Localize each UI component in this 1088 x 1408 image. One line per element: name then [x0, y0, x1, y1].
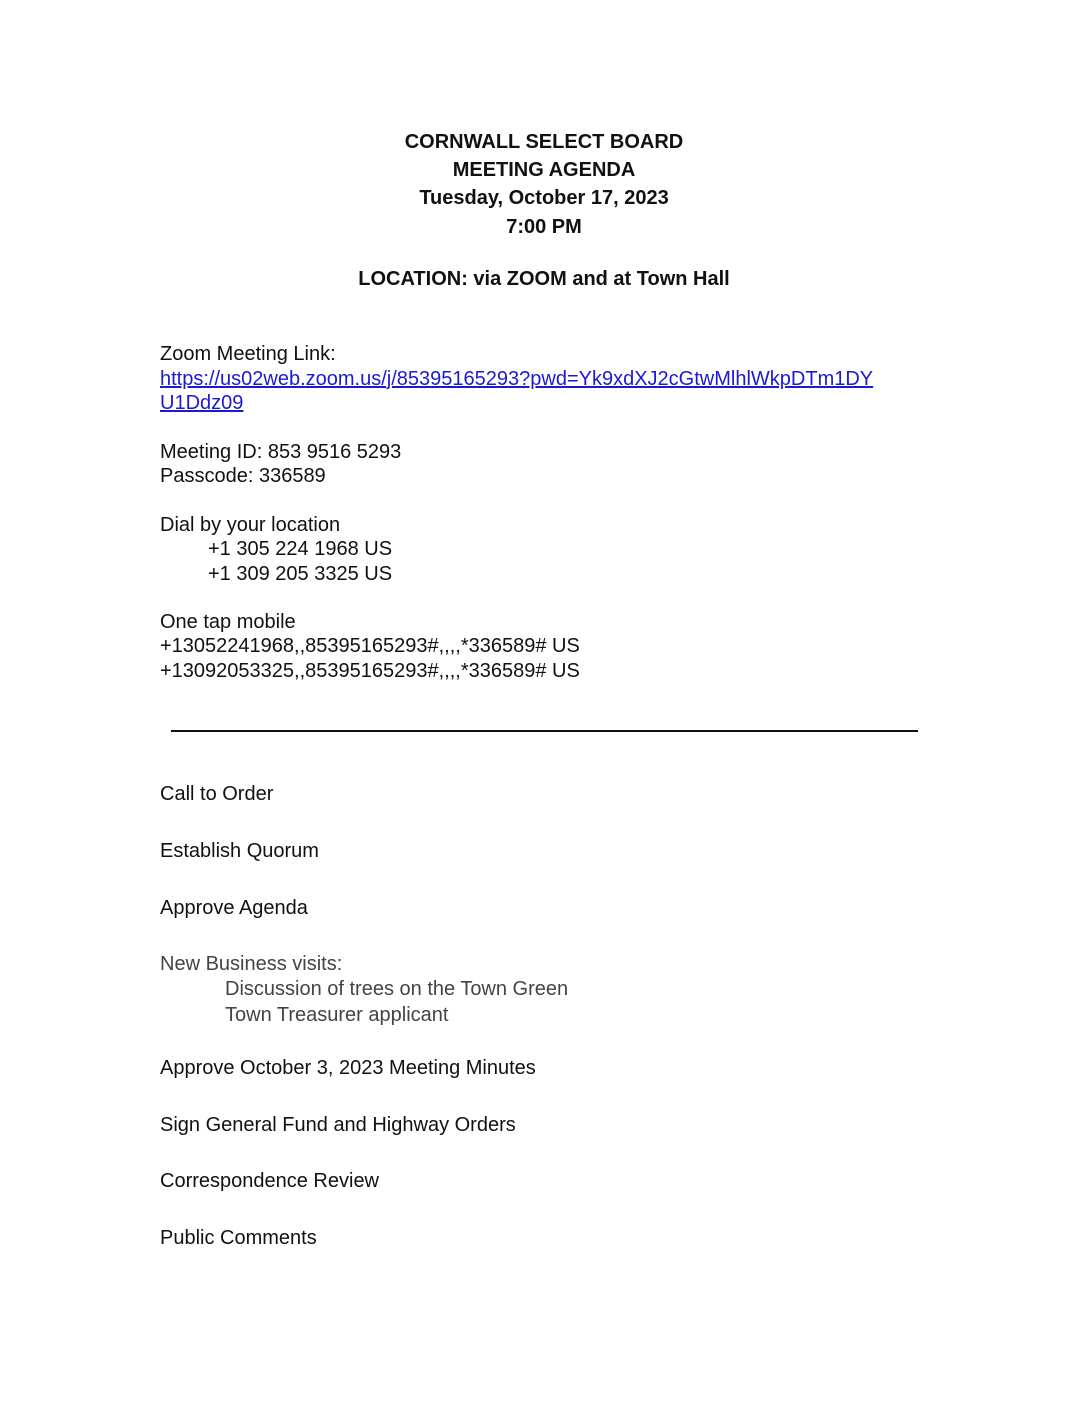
agenda-item-correspondence: Correspondence Review [160, 1170, 380, 1192]
dial-number: +1 309 205 3325 US [208, 563, 393, 585]
agenda-item-approve-agenda: Approve Agenda [160, 897, 308, 919]
zoom-link-label: Zoom Meeting Link: [160, 343, 336, 365]
agenda-item-establish-quorum: Establish Quorum [160, 840, 319, 862]
agenda-item-approve-minutes: Approve October 3, 2023 Meeting Minutes [160, 1057, 536, 1079]
dial-number: +1 305 224 1968 US [208, 538, 393, 560]
one-tap-label: One tap mobile [160, 611, 296, 633]
zoom-meeting-link[interactable]: https://us02web.zoom.us/j/85395165293?pwd=Yk9xdXJ2cGtwMlhlWkpDTm1DY [160, 368, 874, 390]
agenda-title: MEETING AGENDA [452, 159, 636, 181]
meeting-time: 7:00 PM [506, 216, 582, 238]
board-title: CORNWALL SELECT BOARD [404, 131, 684, 153]
zoom-meeting-link-continued[interactable]: U1Ddz09 [160, 392, 244, 414]
section-divider [171, 730, 918, 732]
agenda-item-call-to-order: Call to Order [160, 783, 274, 805]
agenda-item-public-comments: Public Comments [160, 1227, 317, 1249]
one-tap-number: +13092053325,,85395165293#,,,,*336589# US [160, 660, 580, 682]
new-business-subitem: Town Treasurer applicant [225, 1004, 449, 1026]
one-tap-number: +13052241968,,85395165293#,,,,*336589# US [160, 635, 580, 657]
agenda-item-new-business: New Business visits: [160, 953, 343, 975]
meeting-date: Tuesday, October 17, 2023 [419, 187, 669, 209]
new-business-subitem: Discussion of trees on the Town Green [225, 978, 569, 1000]
meeting-location: LOCATION: via ZOOM and at Town Hall [358, 268, 730, 290]
meeting-id: Meeting ID: 853 9516 5293 [160, 441, 402, 463]
dial-label: Dial by your location [160, 514, 341, 536]
meeting-passcode: Passcode: 336589 [160, 465, 326, 487]
agenda-item-sign-orders: Sign General Fund and Highway Orders [160, 1114, 516, 1136]
